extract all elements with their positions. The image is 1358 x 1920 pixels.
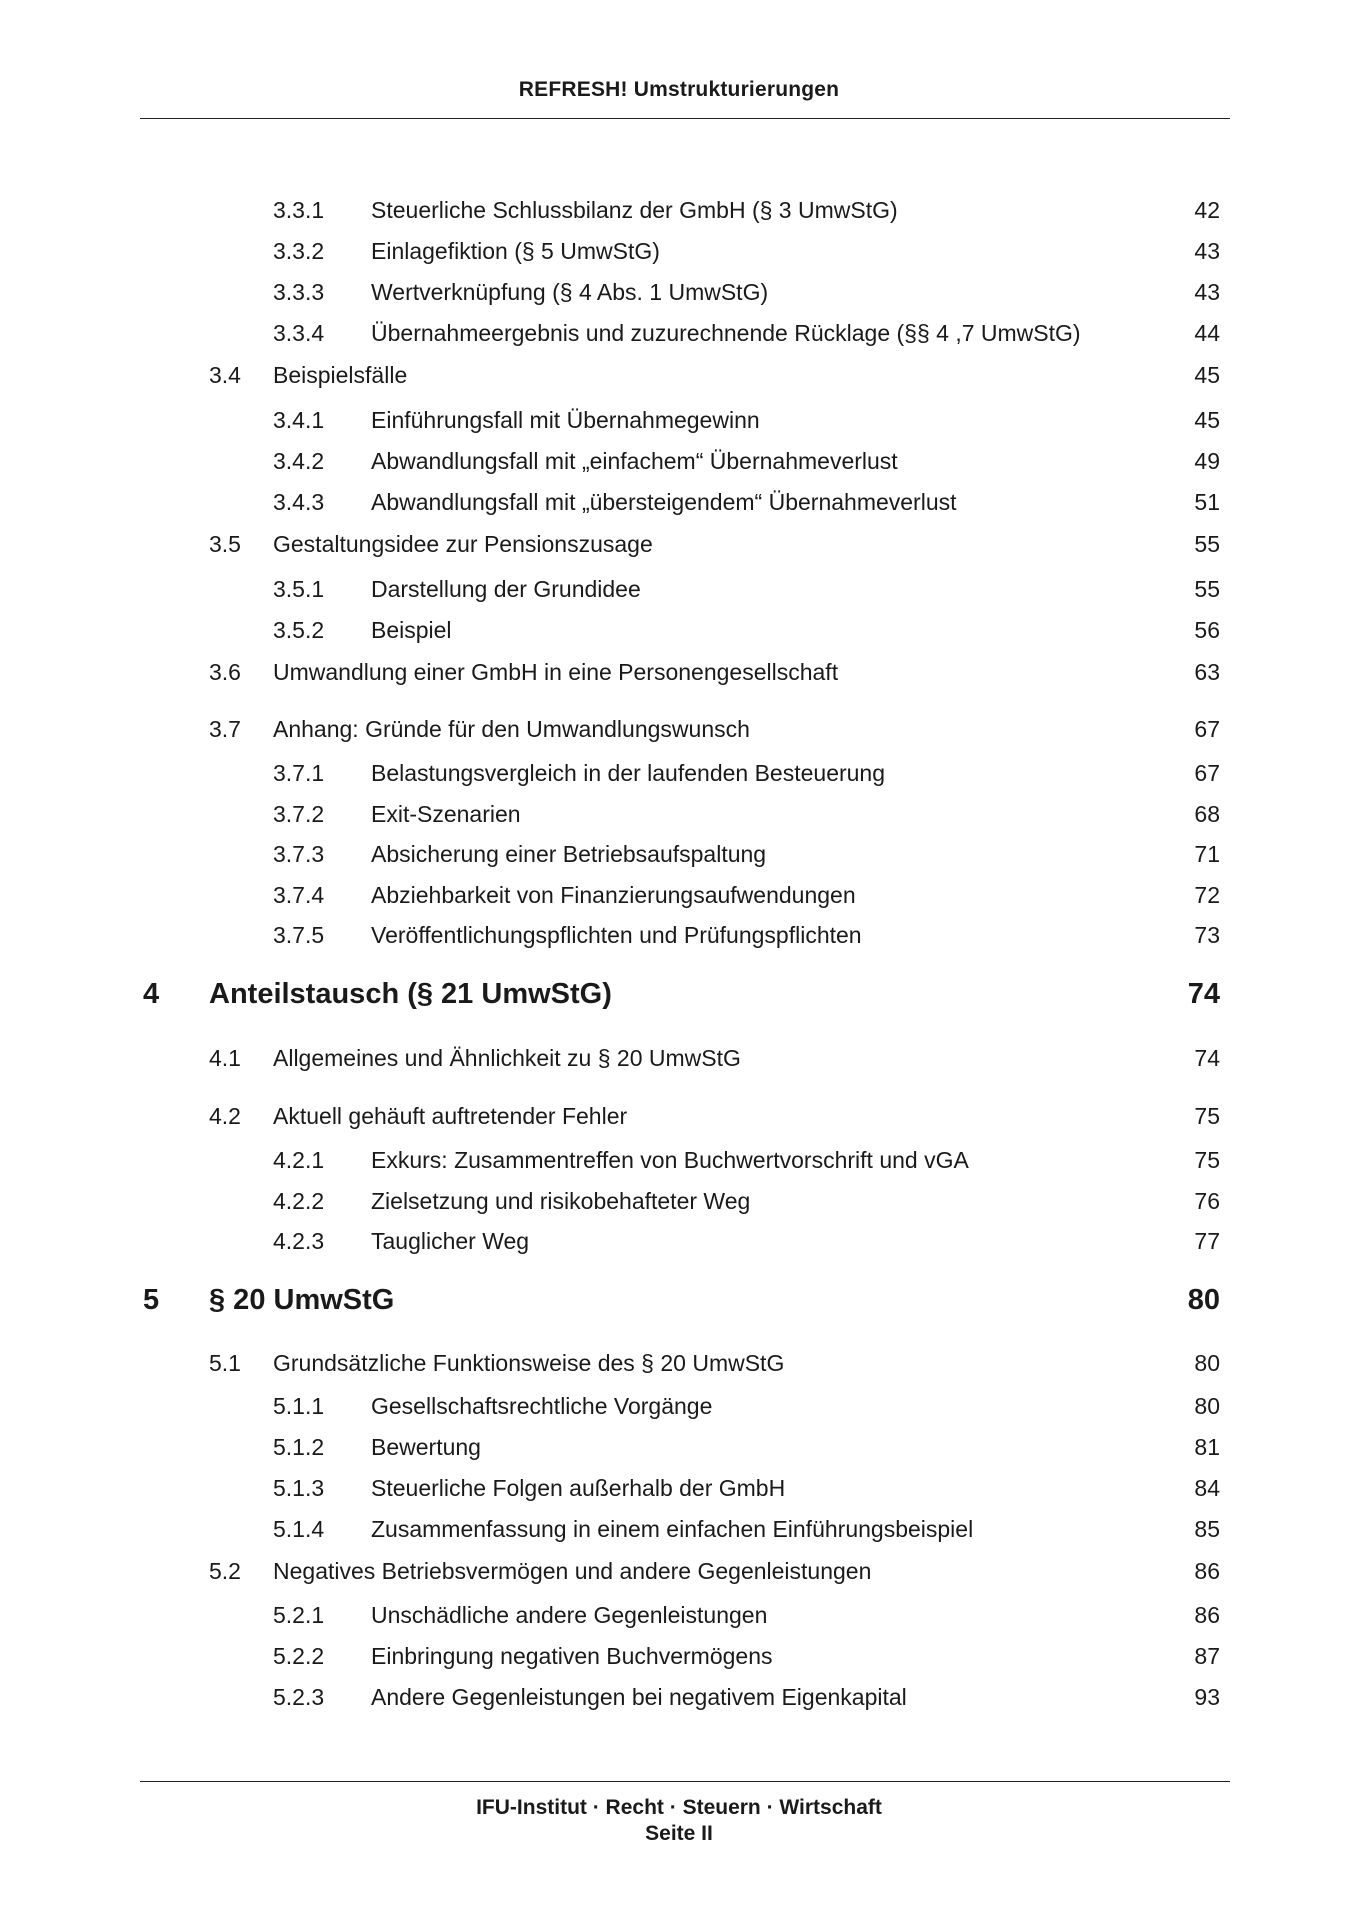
toc-entry xyxy=(0,797,1358,831)
toc-entry-number: 4.2.2 xyxy=(273,1188,325,1214)
toc-entry-title: § 20 UmwStG xyxy=(209,1284,395,1316)
toc-entry xyxy=(0,444,1358,478)
toc-entry-number: 3.7.1 xyxy=(273,760,325,786)
toc-entry-number: 5.1 xyxy=(209,1350,241,1376)
toc-entry xyxy=(0,316,1358,350)
toc-entry-page: 76 xyxy=(1194,1188,1220,1214)
toc-entry-number: 4 xyxy=(143,978,160,1010)
toc-entry-title: Einführungsfall mit Übernahmegewinn xyxy=(371,407,760,433)
toc-entry-number: 4.2.3 xyxy=(273,1228,325,1254)
toc-chapter-entry xyxy=(0,1279,1358,1321)
toc-entry-title: Belastungsvergleich in der laufenden Besteuerung xyxy=(371,760,886,786)
toc-entry-page: 73 xyxy=(1194,922,1220,948)
toc-entry-title: Steuerliche Schlussbilanz der GmbH (§ 3 UmwStG) xyxy=(371,197,898,223)
toc-entry-title: Anhang: Gründe für den Umwandlungswunsch xyxy=(273,716,750,742)
toc-entry-page: 72 xyxy=(1194,882,1220,908)
toc-entry-page: 56 xyxy=(1194,617,1220,643)
toc-entry-title: Darstellung der Grundidee xyxy=(371,576,641,602)
toc-entry-page: 74 xyxy=(1187,978,1220,1010)
toc-entry-number: 5 xyxy=(143,1284,160,1316)
toc-entry xyxy=(0,1430,1358,1464)
toc-entry-page: 51 xyxy=(1194,489,1220,515)
toc-entry-number: 3.5 xyxy=(209,531,241,557)
toc-entry xyxy=(0,918,1358,952)
toc-entry-number: 4.2 xyxy=(209,1103,241,1129)
toc-entry-page: 68 xyxy=(1194,801,1220,827)
toc-entry xyxy=(0,1224,1358,1258)
toc-entry xyxy=(0,275,1358,309)
toc-entry-number: 4.2.1 xyxy=(273,1147,325,1173)
toc-entry-page: 86 xyxy=(1194,1558,1220,1584)
toc-entry xyxy=(0,756,1358,790)
toc-entry-number: 4.1 xyxy=(209,1045,241,1071)
toc-entry-page: 67 xyxy=(1194,716,1220,742)
toc-entry-title: Exkurs: Zusammentreffen von Buchwertvorschrift und vGA xyxy=(371,1147,969,1173)
toc-entry xyxy=(0,527,1358,561)
toc-entry xyxy=(0,1680,1358,1714)
toc-entry-page: 55 xyxy=(1194,576,1220,602)
toc-entry-number: 5.1.3 xyxy=(273,1475,325,1501)
toc-entry-page: 55 xyxy=(1194,531,1220,557)
toc-entry-page: 63 xyxy=(1194,659,1220,685)
toc-entry-number: 3.3.4 xyxy=(273,320,325,346)
toc-entry-title: Abziehbarkeit von Finanzierungsaufwendungen xyxy=(371,882,856,908)
toc-entry-page: 77 xyxy=(1194,1228,1220,1254)
toc-entry-number: 5.2 xyxy=(209,1558,241,1584)
toc-entry-page: 49 xyxy=(1194,448,1220,474)
toc-entry-page: 80 xyxy=(1194,1350,1220,1376)
toc-entry-number: 3.7.3 xyxy=(273,841,325,867)
toc-entry-title: Allgemeines und Ähnlichkeit zu § 20 UmwStG xyxy=(273,1045,741,1071)
toc-entry-page: 75 xyxy=(1194,1147,1220,1173)
toc-entry xyxy=(0,1471,1358,1505)
toc-entry-number: 3.7.2 xyxy=(273,801,325,827)
toc-entry-title: Wertverknüpfung (§ 4 Abs. 1 UmwStG) xyxy=(371,279,769,305)
toc-entry-page: 84 xyxy=(1194,1475,1220,1501)
toc-entry-page: 45 xyxy=(1194,362,1220,388)
toc-entry-number: 3.5.2 xyxy=(273,617,325,643)
toc-entry xyxy=(0,485,1358,519)
toc-entry-number: 5.1.1 xyxy=(273,1393,325,1419)
toc-entry-number: 3.3.1 xyxy=(273,197,325,223)
toc-entry xyxy=(0,613,1358,647)
toc-entry-title: Beispielsfälle xyxy=(273,362,408,388)
toc-entry-page: 87 xyxy=(1194,1643,1220,1669)
toc-entry-title: Absicherung einer Betriebsaufspaltung xyxy=(371,841,767,867)
toc-entry-number: 5.1.2 xyxy=(273,1434,325,1460)
toc-entry-title: Aktuell gehäuft auftretender Fehler xyxy=(273,1103,628,1129)
toc-entry xyxy=(0,837,1358,871)
toc-entry xyxy=(0,1143,1358,1177)
toc-entry-number: 3.3.2 xyxy=(273,238,325,264)
toc-entry-page: 43 xyxy=(1194,279,1220,305)
toc-entry-page: 74 xyxy=(1194,1045,1220,1071)
toc-entry xyxy=(0,1389,1358,1423)
toc-entry xyxy=(0,1598,1358,1632)
toc-entry-title: Grundsätzliche Funktionsweise des § 20 UmwStG xyxy=(273,1350,785,1376)
toc-entry-title: Steuerliche Folgen außerhalb der GmbH xyxy=(371,1475,786,1501)
toc-entry xyxy=(0,712,1358,746)
toc-entry-number: 5.2.1 xyxy=(273,1602,325,1628)
toc-entry-title: Umwandlung einer GmbH in eine Personengesellschaft xyxy=(273,659,839,685)
toc-entry-page: 85 xyxy=(1194,1516,1220,1542)
toc-entry xyxy=(0,655,1358,689)
toc-entry xyxy=(0,1041,1358,1075)
toc-entry-title: Bewertung xyxy=(371,1434,481,1460)
toc-entry-number: 5.2.3 xyxy=(273,1684,325,1710)
toc-entry-page: 43 xyxy=(1194,238,1220,264)
toc-entry xyxy=(0,572,1358,606)
toc-entry-title: Beispiel xyxy=(371,617,452,643)
toc-entry-page: 71 xyxy=(1194,841,1220,867)
footer-rule xyxy=(140,1781,1230,1782)
toc-entry-title: Zusammenfassung in einem einfachen Einführungsbeispiel xyxy=(371,1516,974,1542)
toc-entry-title: Gestaltungsidee zur Pensionszusage xyxy=(273,531,653,557)
toc-entry-number: 3.7.5 xyxy=(273,922,325,948)
toc-entry-page: 80 xyxy=(1187,1284,1220,1316)
toc-entry xyxy=(0,1184,1358,1218)
footer-page-number: Seite II xyxy=(645,1822,713,1845)
toc-entry-number: 3.4.2 xyxy=(273,448,325,474)
toc-entry-title: Exit-Szenarien xyxy=(371,801,521,827)
footer-organization: IFU-Institut · Recht · Steuern · Wirtschaft xyxy=(476,1796,882,1819)
toc-entry-number: 3.4.1 xyxy=(273,407,325,433)
running-header-title: REFRESH! Umstrukturierungen xyxy=(518,78,840,101)
toc-entry-page: 86 xyxy=(1194,1602,1220,1628)
toc-entry-title: Unschädliche andere Gegenleistungen xyxy=(371,1602,768,1628)
toc-entry-page: 44 xyxy=(1194,320,1220,346)
toc-entry-number: 3.4 xyxy=(209,362,241,388)
toc-entry-title: Abwandlungsfall mit „übersteigendem“ Übernahmeverlust xyxy=(371,489,957,515)
toc-entry xyxy=(0,1554,1358,1588)
toc-entry-page: 75 xyxy=(1194,1103,1220,1129)
toc-entry-page: 45 xyxy=(1194,407,1220,433)
toc-entry-number: 3.3.3 xyxy=(273,279,325,305)
toc-entry-number: 5.2.2 xyxy=(273,1643,325,1669)
toc-entry xyxy=(0,1512,1358,1546)
header-rule xyxy=(140,118,1230,119)
toc-entry-title: Zielsetzung und risikobehafteter Weg xyxy=(371,1188,751,1214)
toc-chapter-entry xyxy=(0,973,1358,1015)
toc-entry-title: Andere Gegenleistungen bei negativem Eigenkapital xyxy=(371,1684,907,1710)
toc-entry-title: Übernahmeergebnis und zuzurechnende Rücklage (§§ 4 ,7 UmwStG) xyxy=(371,320,1081,346)
toc-entry xyxy=(0,1346,1358,1380)
toc-entry-title: Anteilstausch (§ 21 UmwStG) xyxy=(209,978,612,1010)
toc-entry-title: Tauglicher Weg xyxy=(371,1228,530,1254)
toc-entry xyxy=(0,403,1358,437)
toc-entry-title: Gesellschaftsrechtliche Vorgänge xyxy=(371,1393,713,1419)
toc-entry-page: 93 xyxy=(1194,1684,1220,1710)
toc-entry-page: 67 xyxy=(1194,760,1220,786)
toc-entry-page: 80 xyxy=(1194,1393,1220,1419)
toc-entry-title: Einbringung negativen Buchvermögens xyxy=(371,1643,773,1669)
toc-entry-number: 3.7.4 xyxy=(273,882,325,908)
toc-entry-title: Negatives Betriebsvermögen und andere Gegenleistungen xyxy=(273,1558,872,1584)
toc-entry-number: 3.6 xyxy=(209,659,241,685)
toc-entry xyxy=(0,1099,1358,1133)
toc-entry-title: Abwandlungsfall mit „einfachem“ Übernahmeverlust xyxy=(371,448,898,474)
toc-entry-number: 3.7 xyxy=(209,716,241,742)
toc-entry xyxy=(0,878,1358,912)
toc-entry-page: 42 xyxy=(1194,197,1220,223)
toc-entry-title: Einlagefiktion (§ 5 UmwStG) xyxy=(371,238,660,264)
toc-entry xyxy=(0,234,1358,268)
toc-entry xyxy=(0,1639,1358,1673)
toc-entry-title: Veröffentlichungspflichten und Prüfungspflichten xyxy=(371,922,862,948)
toc-entry-number: 5.1.4 xyxy=(273,1516,325,1542)
toc-entry xyxy=(0,358,1358,392)
toc-entry-page: 81 xyxy=(1194,1434,1220,1460)
toc-entry xyxy=(0,193,1358,227)
toc-entry-number: 3.5.1 xyxy=(273,576,325,602)
toc-entry-number: 3.4.3 xyxy=(273,489,325,515)
